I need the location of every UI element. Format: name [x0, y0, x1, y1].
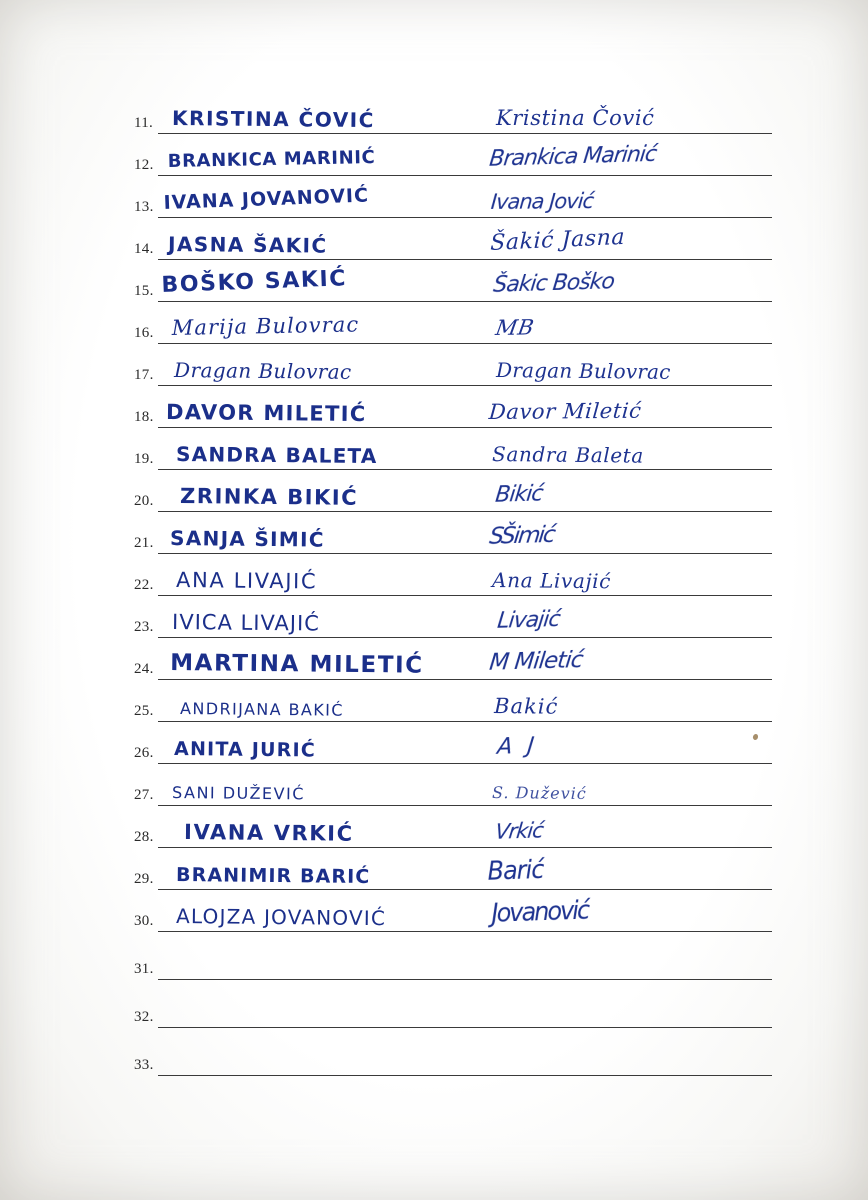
- row-rule: [158, 595, 772, 596]
- row-rule: [158, 343, 772, 344]
- table-row: [96, 936, 772, 984]
- row-rule: [158, 385, 772, 386]
- row-rule: [158, 553, 772, 554]
- row-name-handwritten: IVICA LIVAJIĆ: [172, 610, 321, 636]
- row-number: 29.: [134, 871, 154, 887]
- row-name-handwritten: IVANA JOVANOVIĆ: [163, 184, 370, 214]
- row-signature-handwritten: Ana Livajić: [492, 568, 612, 594]
- table-row: [96, 264, 772, 306]
- row-rule: [158, 133, 772, 134]
- row-number: 20.: [134, 493, 154, 509]
- row-name-handwritten: ANITA JURIĆ: [174, 738, 317, 762]
- table-row: [96, 180, 772, 222]
- row-name-handwritten: DAVOR MILETIĆ: [166, 400, 367, 427]
- row-rule: [158, 259, 772, 260]
- row-number: 23.: [134, 619, 154, 635]
- row-name-handwritten: SANDRA BALETA: [176, 442, 378, 469]
- table-row: [96, 852, 772, 894]
- row-name-handwritten: JASNA ŠAKIĆ: [168, 232, 328, 258]
- row-signature-handwritten: Šakić Jasna: [490, 224, 626, 256]
- row-name-handwritten: IVANA VRKIĆ: [184, 820, 354, 846]
- row-number: 11.: [134, 115, 154, 131]
- row-rule: [158, 469, 772, 470]
- row-signature-handwritten: Vrkić: [494, 818, 545, 844]
- row-signature-handwritten: Bakić: [494, 694, 559, 719]
- row-number: 27.: [134, 787, 154, 803]
- row-rule: [158, 1027, 772, 1028]
- table-row: [96, 96, 772, 138]
- row-number: 13.: [134, 199, 154, 215]
- row-name-handwritten: Marija Bulovrac: [171, 312, 360, 340]
- row-name-handwritten: ANA LIVAJIĆ: [176, 568, 318, 594]
- row-number: 12.: [134, 157, 154, 173]
- table-row: [96, 432, 772, 474]
- row-signature-handwritten: Sandra Baleta: [492, 442, 645, 468]
- row-rule: [158, 175, 772, 176]
- row-signature-handwritten: A J: [496, 733, 540, 760]
- row-signature-handwritten: Dragan Bulovrac: [496, 358, 671, 384]
- row-name-handwritten: MARTINA MILETIĆ: [170, 650, 424, 679]
- row-name-handwritten: BRANIMIR BARIĆ: [176, 864, 371, 889]
- row-signature-handwritten: Brankica Marinić: [488, 141, 658, 172]
- row-name-handwritten: ANDRIJANA BAKIĆ: [180, 699, 344, 720]
- row-signature-handwritten: Jovanović: [490, 894, 589, 928]
- row-number: 31.: [134, 961, 154, 977]
- row-signature-handwritten: S. Dužević: [492, 783, 587, 803]
- row-signature-handwritten: SŠimić: [488, 521, 556, 550]
- table-row: [96, 222, 772, 264]
- row-number: 16.: [134, 325, 154, 341]
- table-row: [96, 642, 772, 684]
- row-signature-handwritten: Šakic Boško: [492, 269, 616, 298]
- row-name-handwritten: BRANKICA MARINIĆ: [167, 147, 376, 172]
- row-rule: [158, 979, 772, 980]
- signature-sheet: [96, 58, 772, 1148]
- row-signature-handwritten: Livajić: [496, 607, 561, 634]
- row-signature-handwritten: M Miletić: [488, 647, 584, 676]
- row-rule: [158, 763, 772, 764]
- row-number: 26.: [134, 745, 154, 761]
- row-signature-handwritten: Davor Miletić: [488, 398, 643, 424]
- row-number: 28.: [134, 829, 154, 845]
- row-number: 19.: [134, 451, 154, 467]
- table-row: [96, 306, 772, 348]
- table-row: [96, 984, 772, 1032]
- row-rule: [158, 1075, 772, 1076]
- row-number: 14.: [134, 241, 154, 257]
- row-rule: [158, 301, 772, 302]
- table-row: [96, 348, 772, 390]
- row-name-handwritten: Dragan Bulovrac: [174, 358, 352, 384]
- row-number: 18.: [134, 409, 154, 425]
- row-rule: [158, 847, 772, 848]
- table-row: [96, 684, 772, 726]
- row-number: 22.: [134, 577, 154, 593]
- row-rule: [158, 637, 772, 638]
- row-rule: [158, 805, 772, 806]
- row-signature-handwritten: Bikić: [494, 481, 544, 508]
- row-number: 24.: [134, 661, 154, 677]
- row-name-handwritten: KRISTINA ČOVIĆ: [172, 106, 375, 133]
- row-number: 33.: [134, 1057, 154, 1073]
- row-rule: [158, 427, 772, 428]
- row-name-handwritten: SANJA ŠIMIĆ: [170, 526, 325, 552]
- table-row: [96, 726, 772, 768]
- table-row: [96, 390, 772, 432]
- table-row: [96, 894, 772, 936]
- row-number: 30.: [134, 913, 154, 929]
- table-row: [96, 600, 772, 642]
- row-rule: [158, 511, 772, 512]
- row-name-handwritten: ALOJZA JOVANOVIĆ: [176, 904, 387, 931]
- table-row: [96, 810, 772, 852]
- table-row: [96, 474, 772, 516]
- row-rule: [158, 931, 772, 932]
- row-name-handwritten: BOŠKO SAKIĆ: [161, 266, 348, 298]
- row-rule: [158, 721, 772, 722]
- table-row: [96, 138, 772, 180]
- row-number: 15.: [134, 283, 154, 299]
- row-signature-handwritten: Barić: [486, 853, 544, 886]
- row-rule: [158, 889, 772, 890]
- signature-row-list: [96, 96, 772, 1080]
- row-rule: [158, 217, 772, 218]
- row-number: 17.: [134, 367, 154, 383]
- table-row: [96, 558, 772, 600]
- row-signature-handwritten: MB: [494, 315, 536, 340]
- row-rule: [158, 679, 772, 680]
- row-name-handwritten: ZRINKA BIKIĆ: [180, 484, 359, 510]
- row-number: 32.: [134, 1009, 154, 1025]
- row-number: 21.: [134, 535, 154, 551]
- table-row: [96, 1032, 772, 1080]
- table-row: [96, 768, 772, 810]
- table-row: [96, 516, 772, 558]
- row-name-handwritten: SANI DUŽEVIĆ: [172, 783, 306, 804]
- row-signature-handwritten: Ivana Jović: [490, 189, 595, 214]
- row-number: 25.: [134, 703, 154, 719]
- row-signature-handwritten: Kristina Čović: [496, 106, 655, 130]
